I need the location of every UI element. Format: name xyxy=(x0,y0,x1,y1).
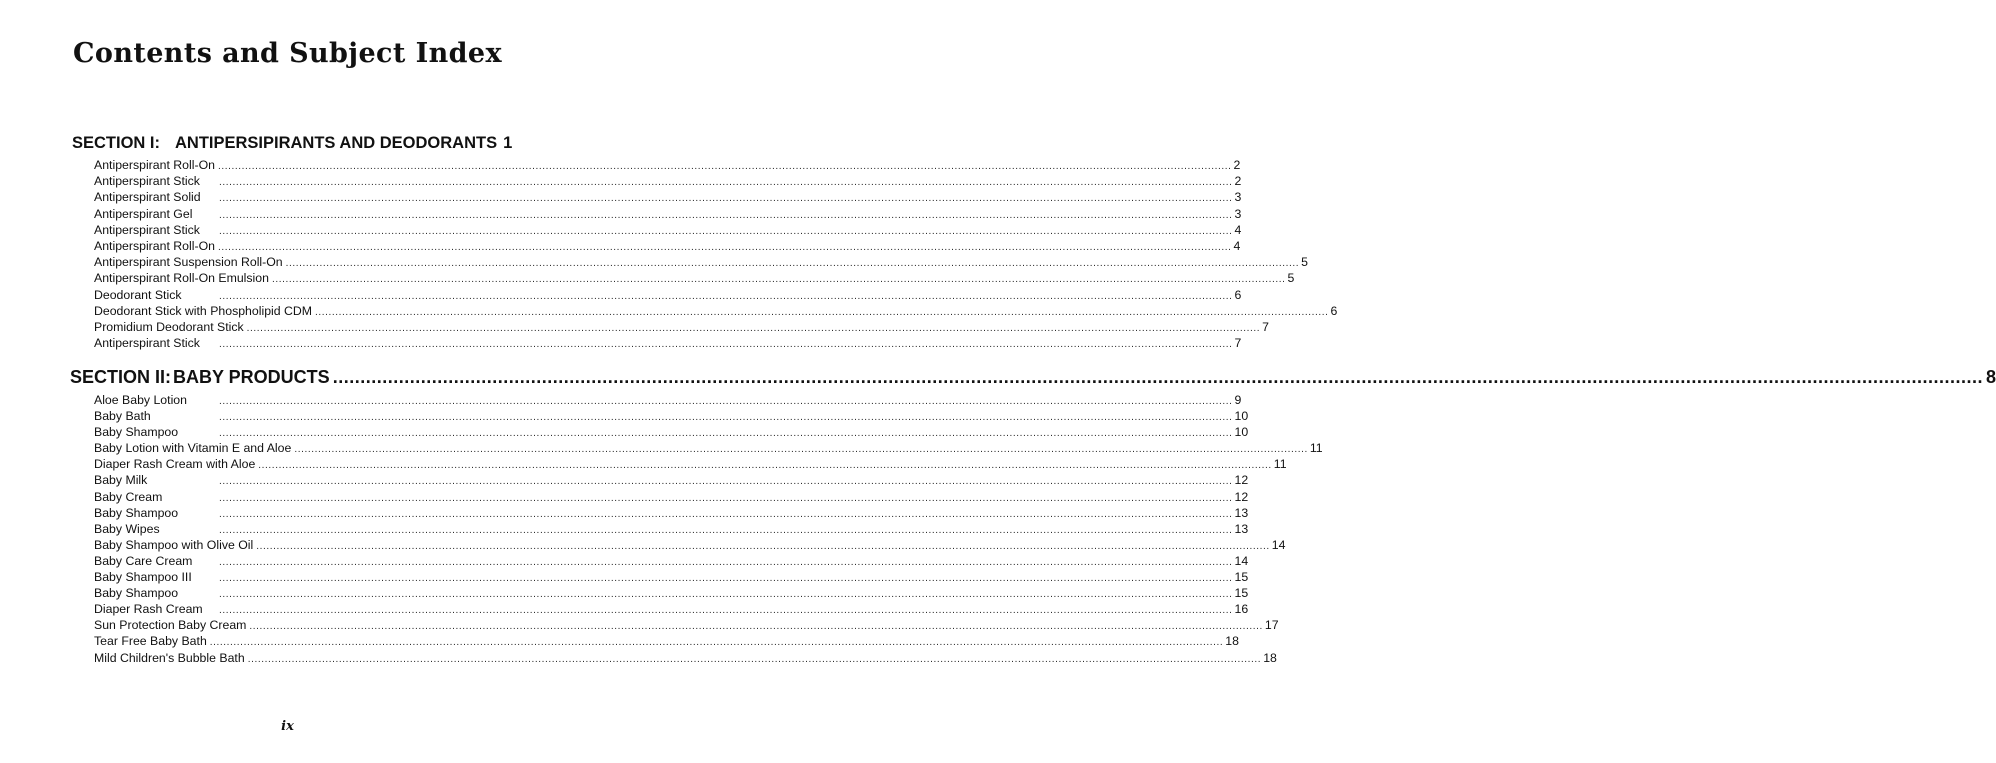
toc-entry-name: Baby Care Cream xyxy=(94,553,193,568)
dot-leader: ............................................................................................................................................................................................................................................................................................................ xyxy=(249,621,1263,633)
page-title: Contents and Subject Index xyxy=(73,38,502,69)
toc-entry-page: 16 xyxy=(1234,602,1249,617)
toc-entry[interactable] xyxy=(94,537,1286,553)
toc-entry-page: 12 xyxy=(1234,473,1249,488)
toc-entry[interactable] xyxy=(94,238,1241,254)
toc-entry-page: 6 xyxy=(1330,303,1338,318)
section-2-page: 8 xyxy=(1985,367,1996,387)
dot-leader: ............................................................................................................................................................................................................................................................................................................ xyxy=(219,428,1233,440)
toc-entry[interactable] xyxy=(94,440,1323,456)
toc-entry[interactable] xyxy=(94,569,1249,585)
dot-leader: ............................................................................................................................................................................................................................................................................................................ xyxy=(294,444,1308,456)
toc-entry-name: Baby Shampoo with Olive Oil xyxy=(94,537,254,552)
toc-entry-name: Tear Free Baby Bath xyxy=(94,634,207,649)
toc-entry-page: 7 xyxy=(1262,319,1270,334)
toc-entry-page: 15 xyxy=(1234,586,1249,601)
dot-leader: ............................................................................................................................................................................................................................................................................................................ xyxy=(219,492,1233,504)
toc-entry-name: Aloe Baby Lotion xyxy=(94,393,187,407)
page-number: ix xyxy=(281,719,294,734)
toc-entry-name: Antiperspirant Stick xyxy=(94,174,200,189)
toc-entry-page: 10 xyxy=(1234,425,1249,440)
toc-entry-name: Baby Bath xyxy=(94,409,151,424)
dot-leader: ............................................................................................................................................................................................................................................................................................................ xyxy=(219,573,1233,585)
toc-entry[interactable] xyxy=(94,392,1242,408)
toc-entry-name: Deodorant Stick xyxy=(94,287,182,302)
toc-entry-name: Antiperspirant Stick xyxy=(94,222,200,237)
toc-entry-page: 5 xyxy=(1287,271,1295,286)
dot-leader: ............................................................................................................................................................................................................................................................................................................ xyxy=(247,653,1262,665)
section-2-leader: ............................................................................................................................................................................................................................................................................................................ xyxy=(332,367,1983,387)
toc-entry[interactable] xyxy=(94,424,1249,440)
toc-entry[interactable] xyxy=(94,287,1242,303)
dot-leader: ............................................................................................................................................................................................................................................................................................................ xyxy=(256,540,1270,552)
toc-entry[interactable] xyxy=(94,408,1249,424)
dot-leader: ............................................................................................................................................................................................................................................................................................................ xyxy=(219,556,1233,568)
dot-leader: ............................................................................................................................................................................................................................................................................................................ xyxy=(219,524,1233,536)
toc-entry[interactable] xyxy=(94,456,1287,472)
toc-entry[interactable] xyxy=(94,617,1279,633)
toc-entry-name: Diaper Rash Cream xyxy=(94,602,203,617)
dot-leader: ............................................................................................................................................................................................................................................................................................................ xyxy=(285,258,1300,270)
section-1-entries xyxy=(94,157,1338,351)
toc-entry[interactable] xyxy=(94,335,1242,351)
toc-entry[interactable] xyxy=(94,206,1242,222)
toc-entry-page: 3 xyxy=(1234,190,1242,205)
toc-entry-name: Promidium Deodorant Stick xyxy=(94,319,244,334)
toc-entry-name: Diaper Rash Cream with Aloe xyxy=(94,457,256,472)
toc-entry-name: Sun Protection Baby Cream xyxy=(94,618,247,633)
toc-entry-page: 2 xyxy=(1234,174,1242,189)
toc-entry-page: 12 xyxy=(1234,489,1249,504)
toc-entry[interactable] xyxy=(94,585,1249,601)
dot-leader: ............................................................................................................................................................................................................................................................................................................ xyxy=(217,241,1232,253)
toc-entry-name: Baby Shampoo III xyxy=(94,570,192,585)
toc-entry[interactable] xyxy=(94,633,1239,649)
section-2-heading xyxy=(70,367,1996,388)
toc-entry-page: 13 xyxy=(1234,521,1249,536)
toc-entry[interactable] xyxy=(94,521,1249,537)
toc-entry[interactable] xyxy=(94,601,1249,617)
toc-entry-name: Antiperspirant Roll-On Emulsion xyxy=(94,271,269,286)
dot-leader: ............................................................................................................................................................................................................................................................................................................ xyxy=(219,339,1233,351)
toc-entry[interactable] xyxy=(94,553,1249,569)
toc-entry-page: 4 xyxy=(1234,222,1242,237)
toc-entry[interactable] xyxy=(94,222,1242,238)
section-2-label: SECTION II: xyxy=(70,367,172,387)
dot-leader: ............................................................................................................................................................................................................................................................................................................ xyxy=(209,637,1224,649)
toc-entry-name: Baby Lotion with Vitamin E and Aloe xyxy=(94,441,292,456)
toc-entry-page: 18 xyxy=(1225,634,1239,649)
toc-entry-page: 14 xyxy=(1234,553,1249,568)
toc-entry-name: Baby Cream xyxy=(94,489,163,504)
section-1-label: SECTION I: xyxy=(72,134,161,152)
toc-entry[interactable] xyxy=(94,319,1270,335)
toc-entry-name: Baby Shampoo xyxy=(94,586,179,601)
toc-entry-page: 10 xyxy=(1234,409,1249,424)
toc-entry-name: Antiperspirant Stick xyxy=(94,336,200,351)
toc-entry-page: 11 xyxy=(1309,441,1323,456)
toc-entry-name: Mild Children's Bubble Bath xyxy=(94,650,245,665)
toc-entry-page: 6 xyxy=(1234,287,1242,302)
toc-entry[interactable] xyxy=(94,173,1242,189)
dot-leader: ............................................................................................................................................................................................................................................................................................................ xyxy=(217,161,1232,172)
dot-leader: ............................................................................................................................................................................................................................................................................................................ xyxy=(258,460,1272,472)
dot-leader: ............................................................................................................................................................................................................................................................................................................ xyxy=(219,396,1233,407)
dot-leader: ............................................................................................................................................................................................................................................................................................................ xyxy=(315,306,1329,318)
toc-entry-page: 15 xyxy=(1234,570,1249,585)
dot-leader: ............................................................................................................................................................................................................................................................................................................ xyxy=(219,412,1233,424)
toc-entry-page: 5 xyxy=(1301,255,1308,270)
toc-entry[interactable] xyxy=(94,157,1241,173)
toc-entry-page: 4 xyxy=(1233,238,1241,253)
toc-entry-name: Baby Milk xyxy=(94,473,148,488)
toc-entry-page: 13 xyxy=(1234,505,1249,520)
toc-entry-page: 18 xyxy=(1263,650,1277,665)
toc-entry-name: Antiperspirant Roll-On xyxy=(94,238,215,253)
toc-entry-name: Antiperspirant Suspension Roll-On xyxy=(94,255,283,270)
toc-entry[interactable] xyxy=(94,505,1249,521)
toc-entry-name: Baby Shampoo xyxy=(94,425,179,440)
dot-leader: ............................................................................................................................................................................................................................................................................................................ xyxy=(219,476,1233,488)
toc-entry-page: 2 xyxy=(1233,158,1241,172)
dot-leader: ............................................................................................................................................................................................................................................................................................................ xyxy=(219,290,1233,302)
toc-entry-page: 14 xyxy=(1271,537,1286,552)
dot-leader: ............................................................................................................................................................................................................................................................................................................ xyxy=(219,225,1233,237)
dot-leader: ............................................................................................................................................................................................................................................................................................................ xyxy=(271,274,1286,286)
dot-leader: ............................................................................................................................................................................................................................................................................................................ xyxy=(219,605,1233,617)
dot-leader: ............................................................................................................................................................................................................................................................................................................ xyxy=(219,193,1233,205)
section-1-name: ANTIPERSIPIRANTS AND DEODORANTS xyxy=(175,134,498,152)
toc-entry-page: 9 xyxy=(1234,393,1242,407)
toc-entry[interactable] xyxy=(94,472,1249,488)
toc-entry[interactable] xyxy=(94,303,1338,319)
toc-entry-name: Deodorant Stick with Phospholipid CDM xyxy=(94,303,313,318)
dot-leader: ............................................................................................................................................................................................................................................................................................................ xyxy=(219,508,1233,520)
toc-entry-name: Baby Wipes xyxy=(94,521,160,536)
toc-entry-page: 3 xyxy=(1234,206,1242,221)
toc-entry[interactable] xyxy=(94,650,1277,666)
toc-entry-name: Antiperspirant Solid xyxy=(94,190,201,205)
section-2-entries xyxy=(94,392,1323,666)
toc-entry-page: 11 xyxy=(1273,457,1287,472)
dot-leader: ............................................................................................................................................................................................................................................................................................................ xyxy=(219,209,1233,221)
dot-leader: ............................................................................................................................................................................................................................................................................................................ xyxy=(219,177,1233,189)
toc-entry[interactable] xyxy=(94,189,1242,205)
toc-entry-name: Baby Shampoo xyxy=(94,505,179,520)
toc-entry[interactable] xyxy=(94,254,1308,270)
toc-entry[interactable] xyxy=(94,489,1249,505)
toc-entry-page: 7 xyxy=(1234,336,1242,351)
toc-entry-page: 17 xyxy=(1264,618,1279,633)
dot-leader: ............................................................................................................................................................................................................................................................................................................ xyxy=(246,322,1261,334)
toc-entry[interactable] xyxy=(94,270,1295,286)
dot-leader: ............................................................................................................................................................................................................................................................................................................ xyxy=(219,589,1233,601)
section-1-page: 1 xyxy=(503,134,513,152)
section-1-heading xyxy=(72,134,513,153)
toc-entry-name: Antiperspirant Gel xyxy=(94,206,193,221)
toc-entry-name: Antiperspirant Roll-On xyxy=(94,158,215,172)
section-2-name: BABY PRODUCTS xyxy=(173,367,330,387)
